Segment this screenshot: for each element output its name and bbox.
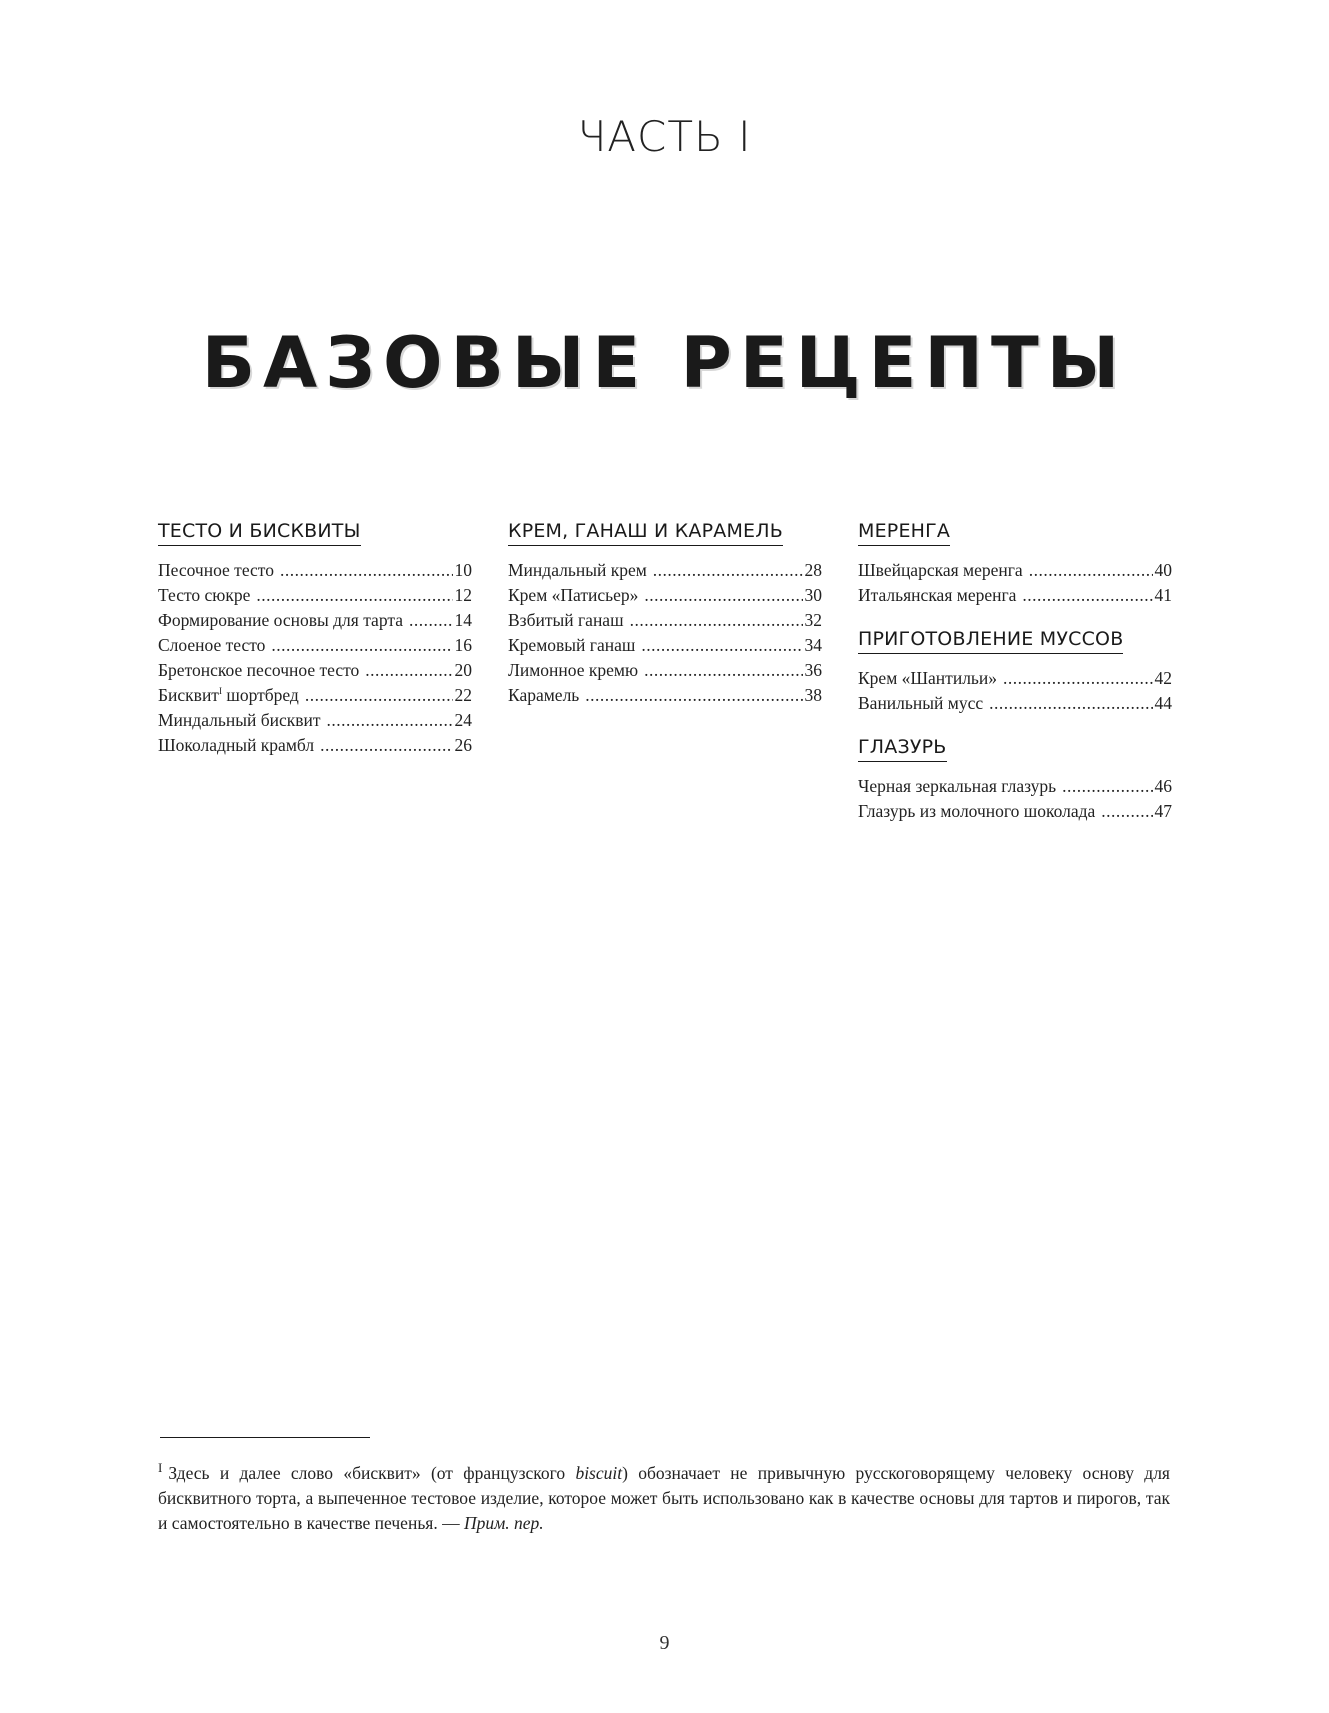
toc-entry-page: 38: [804, 685, 822, 705]
toc-entry-title-text: Швейцарская меренга: [858, 560, 1023, 580]
toc-entry-page: 41: [1154, 585, 1172, 605]
toc-entry-page: 28: [804, 560, 822, 580]
toc-entry: [158, 658, 472, 683]
dot-leader: [271, 633, 452, 658]
toc-entry-title: [158, 708, 321, 733]
footnote-text-1: Здесь и далее слово «бисквит» (от французского: [168, 1462, 576, 1483]
toc-section: [508, 520, 822, 708]
toc-entry-title: [158, 633, 265, 658]
toc-entry: [158, 733, 472, 758]
toc-entry: [858, 583, 1172, 608]
footnote: [158, 1455, 1170, 1536]
toc-section: [158, 520, 472, 758]
dot-leader: [641, 633, 802, 658]
toc-entry-title-text: Глазурь из молочного шоколада: [858, 801, 1096, 821]
dot-leader: [1062, 774, 1152, 799]
toc-entry: [858, 666, 1172, 691]
toc-entry-title-text: Миндальный бисквит: [158, 710, 321, 730]
toc-entry-title: [858, 691, 983, 716]
toc-entry: [858, 691, 1172, 716]
dot-leader: [327, 708, 453, 733]
dot-leader: [305, 683, 453, 708]
dot-leader: [1022, 583, 1152, 608]
toc-entry-title: [858, 558, 1023, 583]
toc-entry-title: [858, 774, 1056, 799]
dot-leader: [644, 658, 802, 683]
toc-entry-page: 47: [1154, 801, 1172, 821]
dot-leader: [1101, 799, 1152, 824]
toc-column-3: [858, 520, 1172, 844]
footnote-italic-1: biscuit: [575, 1462, 623, 1483]
toc-entry-page: 44: [1154, 693, 1172, 713]
toc-entry-title: [858, 666, 997, 691]
part-label: ЧАСТЬ I: [577, 112, 752, 161]
toc-entry: [508, 683, 822, 708]
toc-entry-page: 40: [1154, 560, 1172, 580]
toc-entry-title: [508, 633, 635, 658]
dot-leader: [365, 658, 452, 683]
toc-entry-page: 16: [454, 635, 472, 655]
toc-entry-title: [508, 683, 579, 708]
toc-entry: [158, 633, 472, 658]
toc-section: [858, 736, 1172, 824]
toc-entry-title-text: Крем «Патисьер»: [508, 585, 639, 605]
toc-section-heading: ГЛАЗУРЬ: [858, 736, 947, 762]
toc-entry-title-text: Формирование основы для тарта: [158, 610, 403, 630]
toc-entry: [508, 633, 822, 658]
toc-entry-title: [508, 658, 638, 683]
toc-entry-page: 24: [454, 710, 472, 730]
toc-entry-title-text: Крем «Шантильи»: [858, 668, 998, 688]
toc-entry-title-rest: шортбред: [221, 685, 299, 705]
toc-entry-title-text: Шоколадный крамбл: [158, 735, 315, 755]
toc-entry-title-text: Черная зеркальная глазурь: [858, 776, 1057, 796]
toc-entry: [508, 658, 822, 683]
dot-leader: [1029, 558, 1153, 583]
toc-entry-title-text: Тесто сюкре: [158, 585, 251, 605]
dot-leader: [409, 608, 453, 633]
toc-entry-page: 10: [454, 560, 472, 580]
toc-entry-page: 14: [454, 610, 472, 630]
toc-section-heading: ТЕСТО И БИСКВИТЫ: [158, 520, 361, 546]
page-number: 9: [659, 1632, 670, 1654]
dot-leader: [280, 558, 453, 583]
toc-section: [858, 628, 1172, 716]
toc-entry-title: [158, 733, 314, 758]
page-title: БАЗОВЫЕ РЕЦЕПТЫ: [201, 322, 1128, 404]
toc-entry-title: [158, 658, 359, 683]
toc-entry-title-text: Ванильный мусс: [858, 693, 984, 713]
dot-leader: [630, 608, 803, 633]
toc-entry-title-text: Бисквит: [158, 685, 219, 705]
toc-entry-title-text: Итальянская меренга: [858, 585, 1017, 605]
toc-column-2: [508, 520, 822, 728]
dot-leader: [585, 683, 802, 708]
footnote-mark: I: [158, 1460, 163, 1475]
toc-entry-page: 46: [1154, 776, 1172, 796]
dot-leader: [989, 691, 1152, 716]
toc-section-heading: КРЕМ, ГАНАШ И КАРАМЕЛЬ: [508, 520, 783, 546]
footnote-rule: [160, 1437, 370, 1438]
toc-entry: [508, 608, 822, 633]
toc-entry: [508, 583, 822, 608]
toc-entry-title: [158, 608, 403, 633]
toc-entry-page: 22: [454, 685, 472, 705]
toc-entry-title: [508, 608, 624, 633]
dot-leader: [320, 733, 452, 758]
toc-entry-page: 36: [804, 660, 822, 680]
footnote-reference: I: [218, 686, 222, 697]
toc-entry-title: [858, 799, 1095, 824]
dot-leader: [653, 558, 803, 583]
toc-entry-title: [508, 583, 638, 608]
dot-leader: [256, 583, 452, 608]
toc-entry-title: [858, 583, 1016, 608]
toc-entry: [158, 583, 472, 608]
footnote-text-2: ) обозначает не привычную русскоговорящему человеку основу для бисквитного торта, а выпеченное тестовое изделие, которое может быть использовано как в качестве основы для тартов и пирогов, так и самостоятельно в качестве печенья. —: [158, 1462, 1170, 1533]
toc-entry-page: 12: [454, 585, 472, 605]
dot-leader: [1003, 666, 1152, 691]
toc-entry: [158, 558, 472, 583]
toc-entry-title-text: Слоеное тесто: [158, 635, 266, 655]
toc-entry-title: [508, 558, 647, 583]
toc-entry-title: [158, 683, 299, 708]
toc-entry: [158, 608, 472, 633]
toc-section-heading: ПРИГОТОВЛЕНИЕ МУССОВ: [858, 628, 1123, 654]
toc-entry: [508, 558, 822, 583]
toc-entry: [158, 683, 472, 708]
toc-entry-title: [158, 583, 250, 608]
toc-entry-title-text: Бретонское песочное тесто: [158, 660, 360, 680]
toc-column-1: [158, 520, 472, 778]
toc-entry-title-text: Кремовый ганаш: [508, 635, 636, 655]
toc-entry-title-text: Лимонное кремю: [508, 660, 639, 680]
toc-entry-title-text: Карамель: [508, 685, 580, 705]
toc-entry: [858, 799, 1172, 824]
toc-entry-page: 20: [454, 660, 472, 680]
toc-entry-page: 26: [454, 735, 472, 755]
toc-entry-page: 34: [804, 635, 822, 655]
toc-entry-title-text: Миндальный крем: [508, 560, 647, 580]
toc-section-heading: МЕРЕНГА: [858, 520, 950, 546]
toc-entry: [158, 708, 472, 733]
footnote-italic-2: Прим. пер.: [463, 1512, 544, 1533]
toc-entry-page: 42: [1154, 668, 1172, 688]
toc-entry-title-text: Взбитый ганаш: [508, 610, 624, 630]
toc-entry: [858, 774, 1172, 799]
toc-entry-page: 32: [804, 610, 822, 630]
toc-entry-title: [158, 558, 274, 583]
toc-entry-title-text: Песочное тесто: [158, 560, 274, 580]
dot-leader: [644, 583, 802, 608]
toc-section: [858, 520, 1172, 608]
toc-entry-page: 30: [804, 585, 822, 605]
toc-entry: [858, 558, 1172, 583]
